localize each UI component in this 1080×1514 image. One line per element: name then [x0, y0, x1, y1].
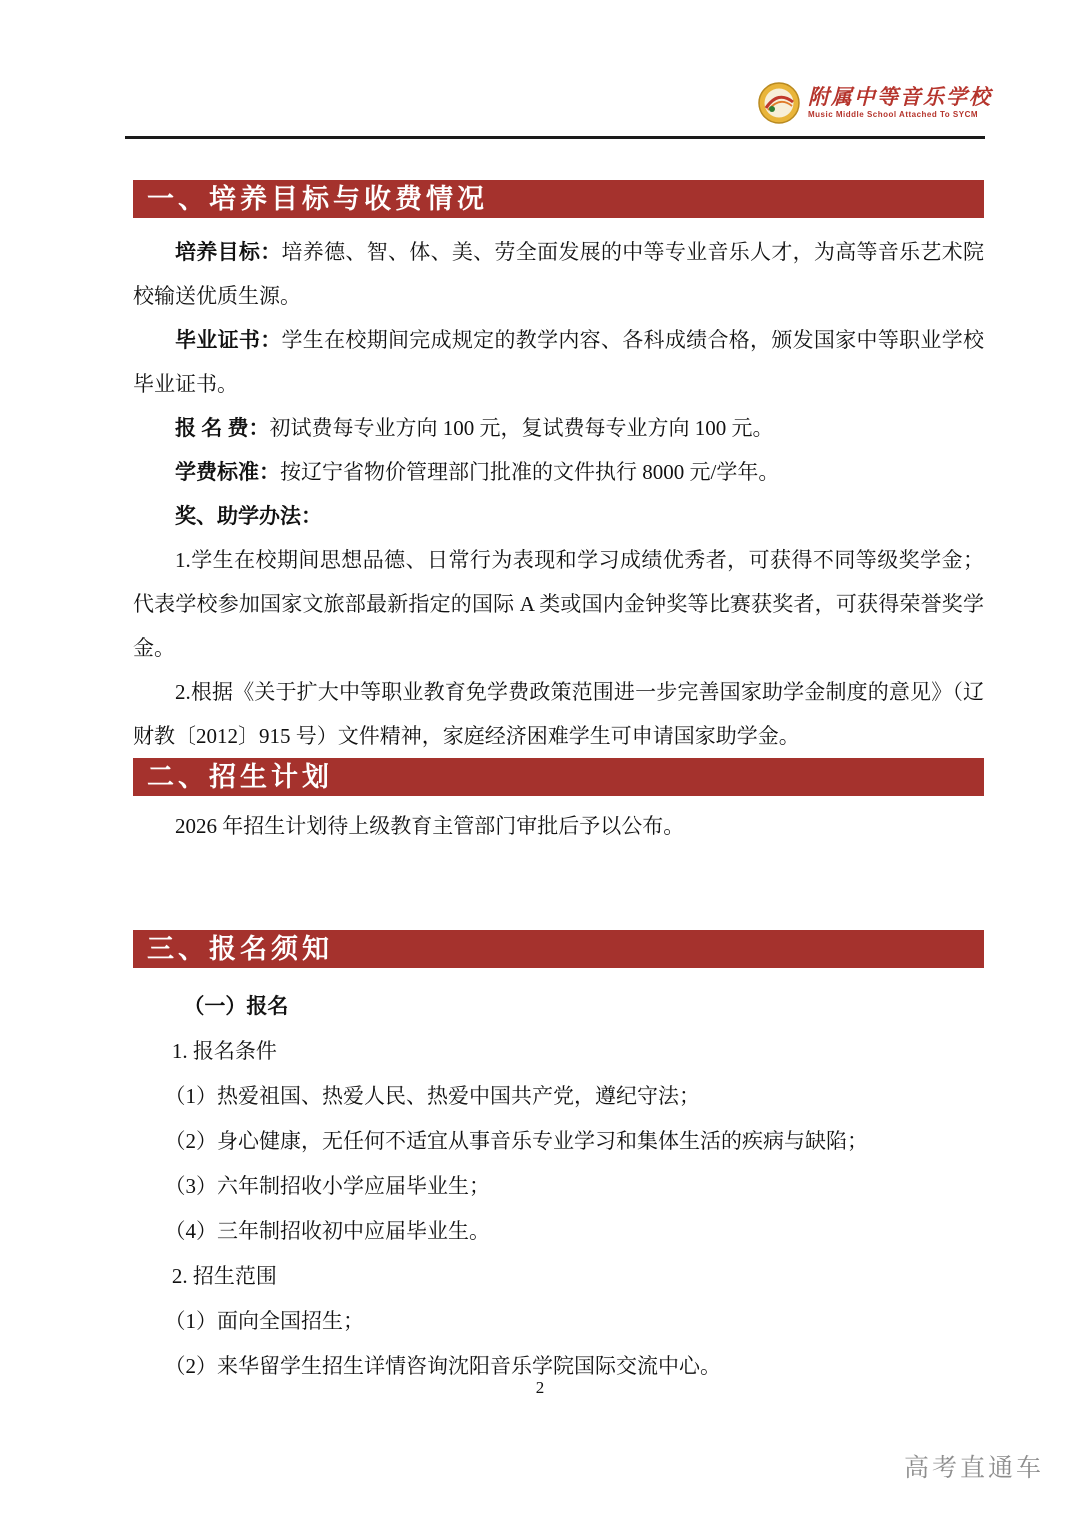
paragraph-text: 按辽宁省物价管理部门批准的文件执行 8000 元/学年。 [280, 460, 780, 484]
list-item: （3）六年制招收小学应届毕业生； [164, 1174, 490, 1198]
list-item: 2. 招生范围 [171, 1264, 277, 1288]
paragraph [133, 230, 984, 318]
header-divider [125, 136, 985, 139]
page-number: 2 [535, 1378, 545, 1397]
list-item: （2）来华留学生招生详情咨询沈阳音乐学院国际交流中心。 [164, 1354, 721, 1378]
section-2-banner [133, 758, 984, 796]
paragraph-text: 1.学生在校期间思想品德、日常行为表现和学习成绩优秀者，可获得不同等级奖学金；代表学校参加国家文旅部最新指定的国际 A 类或国内金钟奖等比赛获奖者，可获得荣誉奖学金。 [133, 548, 984, 660]
list-item: 1. 报名条件 [171, 1039, 277, 1063]
paragraph-text: 2.根据《关于扩大中等职业教育免学费政策范围进一步完善国家助学金制度的意见》（辽财教〔2012〕915 号）文件精神，家庭经济困难学生可申请国家助学金。 [133, 680, 984, 748]
logo-title: 附属中等音乐学校 [808, 85, 992, 110]
section-3-items [133, 984, 984, 1389]
paragraph-label: 培养目标： [175, 240, 282, 264]
paragraph [133, 406, 984, 450]
section-1-banner [133, 180, 984, 218]
paragraph-text: 2026 年招生计划待上级教育主管部门审批后予以公布。 [175, 814, 685, 838]
paragraph [133, 318, 984, 406]
paragraph [133, 538, 984, 670]
paragraph-label: 学费标准： [175, 460, 280, 484]
section-3-banner [133, 930, 984, 968]
paragraph-label: 毕业证书： [175, 328, 282, 352]
list-item: （4）三年制招收初中应届毕业生。 [164, 1219, 490, 1243]
paragraph [133, 494, 984, 538]
section-1-title: 一、培养目标与收费情况 [147, 184, 488, 214]
school-logo [758, 82, 992, 124]
list-item: （一）报名 [183, 994, 289, 1018]
school-emblem-icon [758, 82, 800, 124]
section-3-title: 三、报名须知 [147, 934, 333, 964]
list-item: （2）身心健康，无任何不适宜从事音乐专业学习和集体生活的疾病与缺陷； [164, 1129, 868, 1153]
watermark-text: 高考直通车 [903, 1454, 1044, 1482]
paragraph-label: 报 名 费： [175, 416, 270, 440]
list-item: （1）热爱祖国、热爱人民、热爱中国共产党，遵纪守法； [164, 1084, 700, 1108]
paragraph-text: 培养德、智、体、美、劳全面发展的中等专业音乐人才，为高等音乐艺术院校输送优质生源。 [133, 240, 985, 308]
list-item: （1）面向全国招生； [164, 1309, 364, 1333]
document-content [133, 180, 984, 1389]
paragraph-text: 学生在校期间完成规定的教学内容、各科成绩合格，颁发国家中等职业学校毕业证书。 [133, 328, 985, 396]
paragraph [133, 804, 984, 848]
paragraph [133, 450, 984, 494]
paragraph-text: 初试费每专业方向 100 元，复试费每专业方向 100 元。 [269, 416, 774, 440]
paragraph-label: 奖、助学办法： [175, 504, 322, 528]
paragraph [133, 670, 984, 758]
logo-subtitle: Music Middle School Attached To SYCM [808, 110, 979, 120]
section-2-title: 二、招生计划 [147, 762, 333, 792]
